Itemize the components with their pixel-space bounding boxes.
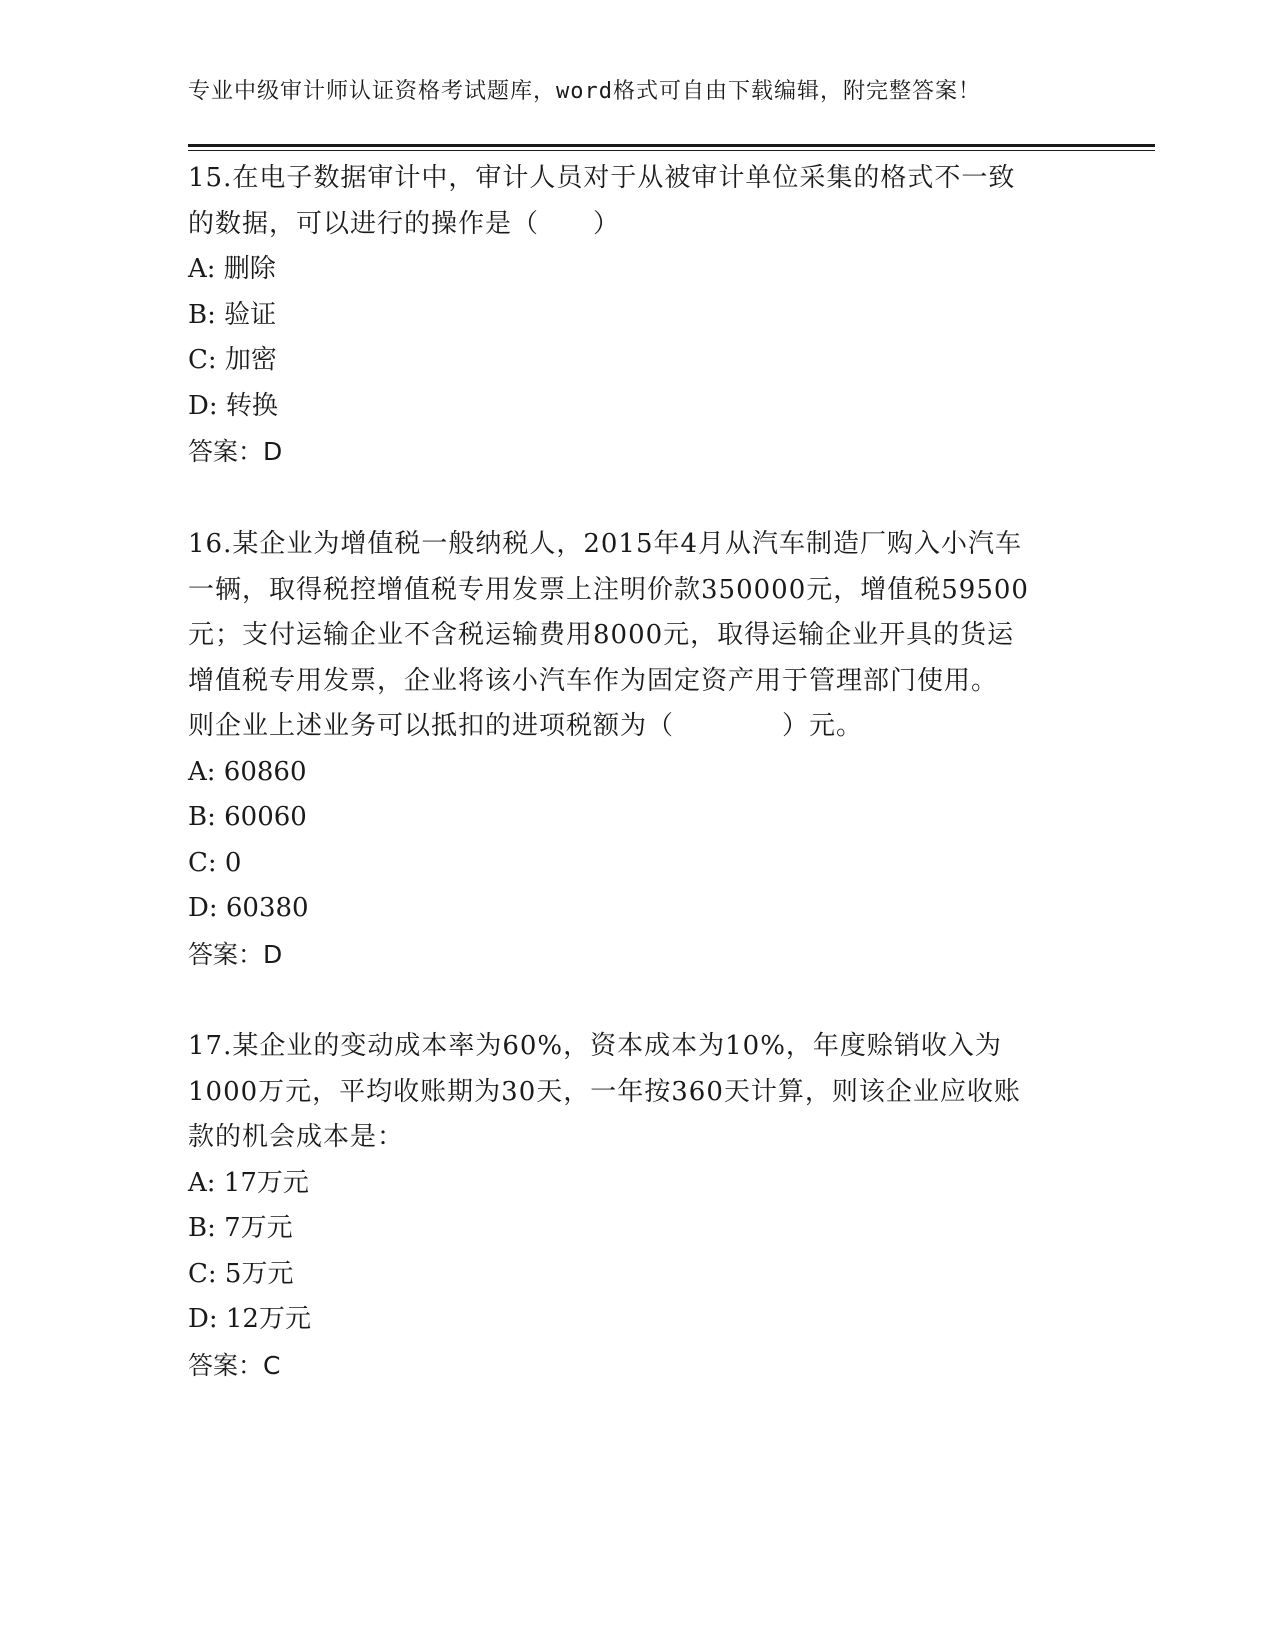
option-b: B: 7万元 [188, 1213, 293, 1243]
question-text-line: 15.在电子数据审计中，审计人员对于从被审计单位采集的格式不一致 [188, 163, 1016, 193]
option-c: C: 5万元 [188, 1258, 294, 1289]
question-15 [188, 156, 1088, 475]
question-text-line: 则企业上述业务可以抵扣的进项税额为（ ）元。 [188, 711, 864, 741]
header-note: 专业中级审计师认证资格考试题库，word格式可自由下载编辑，附完整答案！ [188, 79, 981, 104]
question-17 [188, 1024, 1088, 1388]
option-d: D: 转换 [188, 390, 278, 421]
question-16 [188, 522, 1088, 977]
answer-line: 答案：C [188, 1350, 281, 1380]
option-d: D: 60380 [188, 893, 309, 923]
question-text-line: 增值税专用发票，企业将该小汽车作为固定资产用于管理部门使用。 [188, 665, 999, 696]
question-text-line: 的数据，可以进行的操作是（ ） [188, 208, 621, 239]
question-text-line: 1000万元，平均收账期为30天，一年按360天计算，则该企业应收账 [188, 1076, 1021, 1107]
option-c: C: 0 [188, 847, 242, 878]
question-text-line: 元；支付运输企业不含税运输费用8000元，取得运输企业开具的货运 [188, 620, 1015, 650]
answer-line: 答案：D [188, 437, 283, 466]
option-a: A: 60860 [188, 756, 307, 787]
option-b: B: 验证 [188, 299, 277, 330]
answer-line: 答案：D [188, 939, 283, 969]
option-c: C: 加密 [188, 345, 277, 375]
option-a: A: 17万元 [188, 1167, 309, 1198]
header-divider-thick [188, 144, 1155, 147]
option-b: B: 60060 [188, 802, 307, 832]
question-text-line: 款的机会成本是： [188, 1122, 405, 1152]
option-a: A: 删除 [188, 254, 276, 284]
option-d: D: 12万元 [188, 1304, 311, 1334]
question-text-line: 一辆，取得税控增值税专用发票上注明价款350000元，增值税59500 [188, 574, 1029, 605]
header-divider-thin [188, 150, 1155, 151]
question-text-line: 17.某企业的变动成本率为60%，资本成本为10%，年度赊销收入为 [188, 1031, 1002, 1061]
question-text-line: 16.某企业为增值税一般纳税人，2015年4月从汽车制造厂购入小汽车 [188, 529, 1023, 559]
